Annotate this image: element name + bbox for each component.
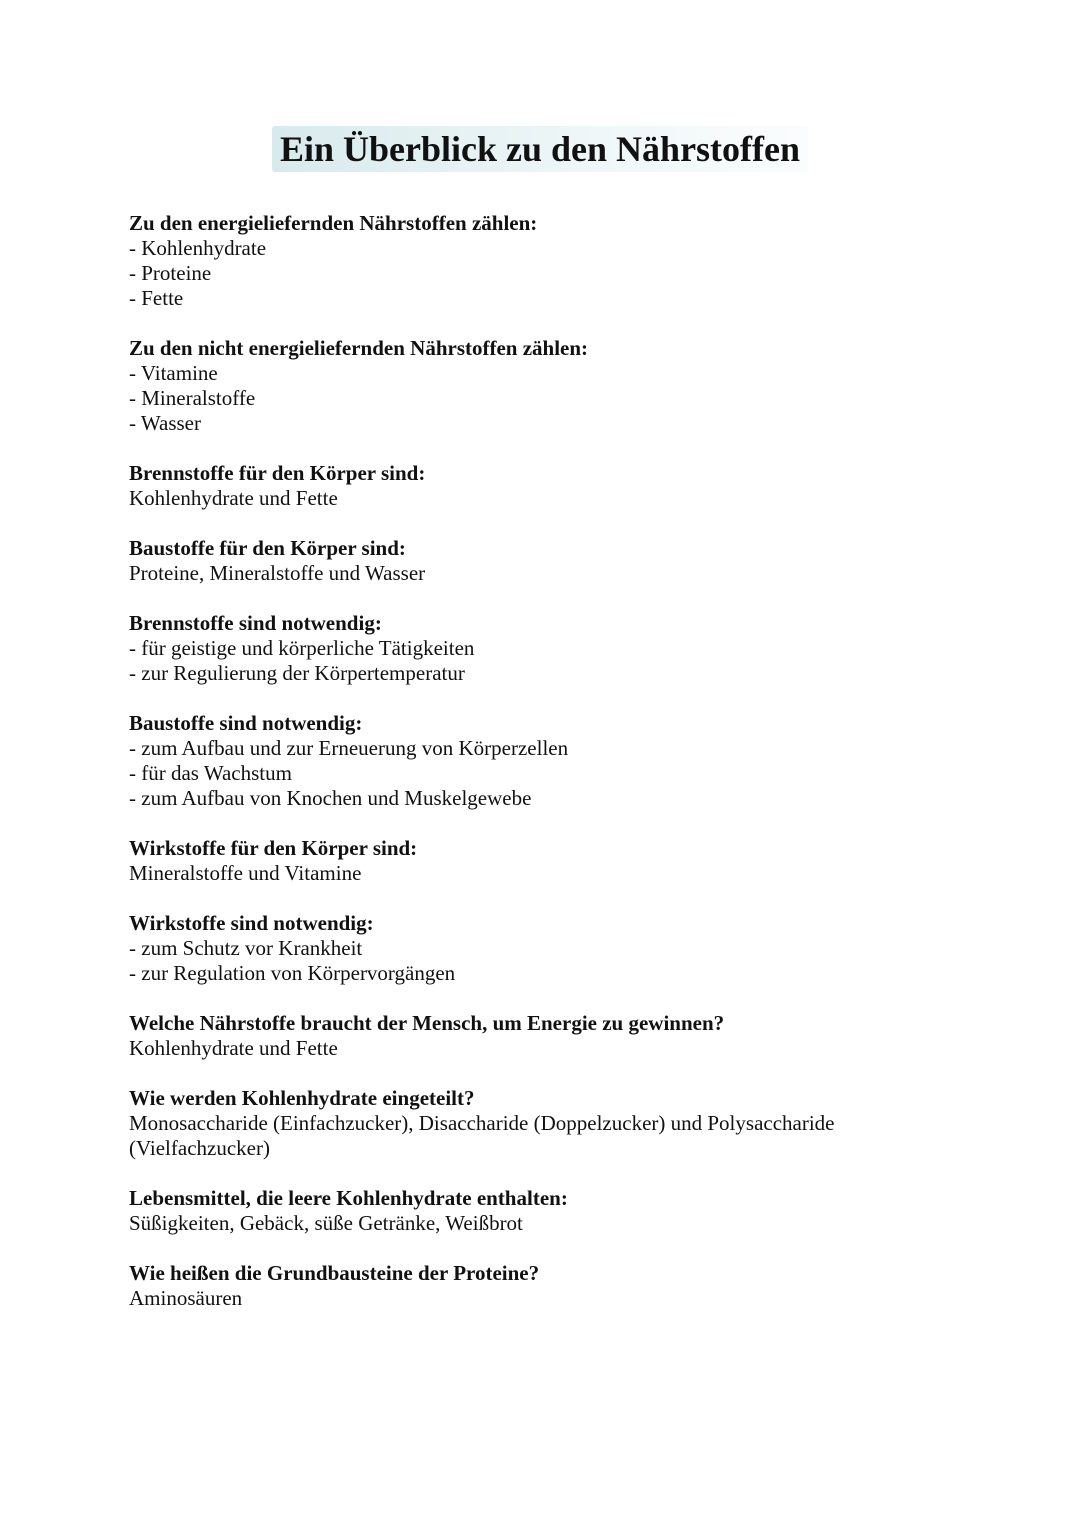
section-heading: Welche Nährstoffe braucht der Mensch, um Energie zu gewinnen? [129, 1011, 725, 1035]
section-line: - für geistige und körperliche Tätigkeiten [129, 636, 475, 660]
section-fuel-substances [129, 461, 989, 511]
section-heading: Wie werden Kohlenhydrate eingeteilt? [129, 1086, 475, 1110]
section-heading: Baustoffe sind notwendig: [129, 711, 363, 735]
section-line: - Wasser [129, 411, 201, 435]
section-active-needed [129, 911, 989, 986]
section-line: - zur Regulierung der Körpertemperatur [129, 661, 465, 685]
section-line: Kohlenhydrate und Fette [129, 1036, 338, 1060]
section-energy-question [129, 1011, 989, 1061]
section-heading: Wie heißen die Grundbausteine der Proteine? [129, 1261, 540, 1285]
section-line: - zum Schutz vor Krankheit [129, 936, 363, 960]
document-body [129, 211, 989, 1336]
section-line: - Kohlenhydrate [129, 236, 267, 260]
section-fuel-needed [129, 611, 989, 686]
section-line: - Mineralstoffe [129, 386, 256, 410]
section-heading: Brennstoffe sind notwendig: [129, 611, 382, 635]
section-line: Monosaccharide (Einfachzucker), Disaccharide (Doppelzucker) und Polysaccharide [129, 1111, 835, 1135]
section-building-needed [129, 711, 989, 811]
section-energy-nutrients [129, 211, 989, 311]
section-line: Kohlenhydrate und Fette [129, 486, 338, 510]
section-heading: Zu den nicht energieliefernden Nährstoffen zählen: [129, 336, 589, 360]
section-active-substances [129, 836, 989, 886]
section-line: Mineralstoffe und Vitamine [129, 861, 362, 885]
section-line: (Vielfachzucker) [129, 1136, 270, 1160]
section-line: - Fette [129, 286, 184, 310]
section-line: - zum Aufbau von Knochen und Muskelgewebe [129, 786, 532, 810]
section-line: Süßigkeiten, Gebäck, süße Getränke, Weißbrot [129, 1211, 523, 1235]
section-heading: Lebensmittel, die leere Kohlenhydrate enthalten: [129, 1186, 568, 1210]
title-container [0, 126, 1080, 172]
section-heading: Baustoffe für den Körper sind: [129, 536, 406, 560]
section-line: Aminosäuren [129, 1286, 243, 1310]
section-non-energy-nutrients [129, 336, 989, 436]
section-line: - für das Wachstum [129, 761, 292, 785]
section-line: - zur Regulation von Körpervorgängen [129, 961, 456, 985]
section-line: - Proteine [129, 261, 212, 285]
section-line: - Vitamine [129, 361, 218, 385]
section-line: - zum Aufbau und zur Erneuerung von Körperzellen [129, 736, 569, 760]
section-heading: Brennstoffe für den Körper sind: [129, 461, 426, 485]
page-title: Ein Überblick zu den Nährstoffen [272, 126, 808, 172]
section-protein-building-blocks [129, 1261, 989, 1311]
section-heading: Wirkstoffe für den Körper sind: [129, 836, 418, 860]
section-heading: Wirkstoffe sind notwendig: [129, 911, 374, 935]
section-empty-carbohydrates [129, 1186, 989, 1236]
section-building-substances [129, 536, 989, 586]
section-line: Proteine, Mineralstoffe und Wasser [129, 561, 426, 585]
section-heading: Zu den energieliefernden Nährstoffen zählen: [129, 211, 538, 235]
section-carbohydrate-classification [129, 1086, 989, 1161]
